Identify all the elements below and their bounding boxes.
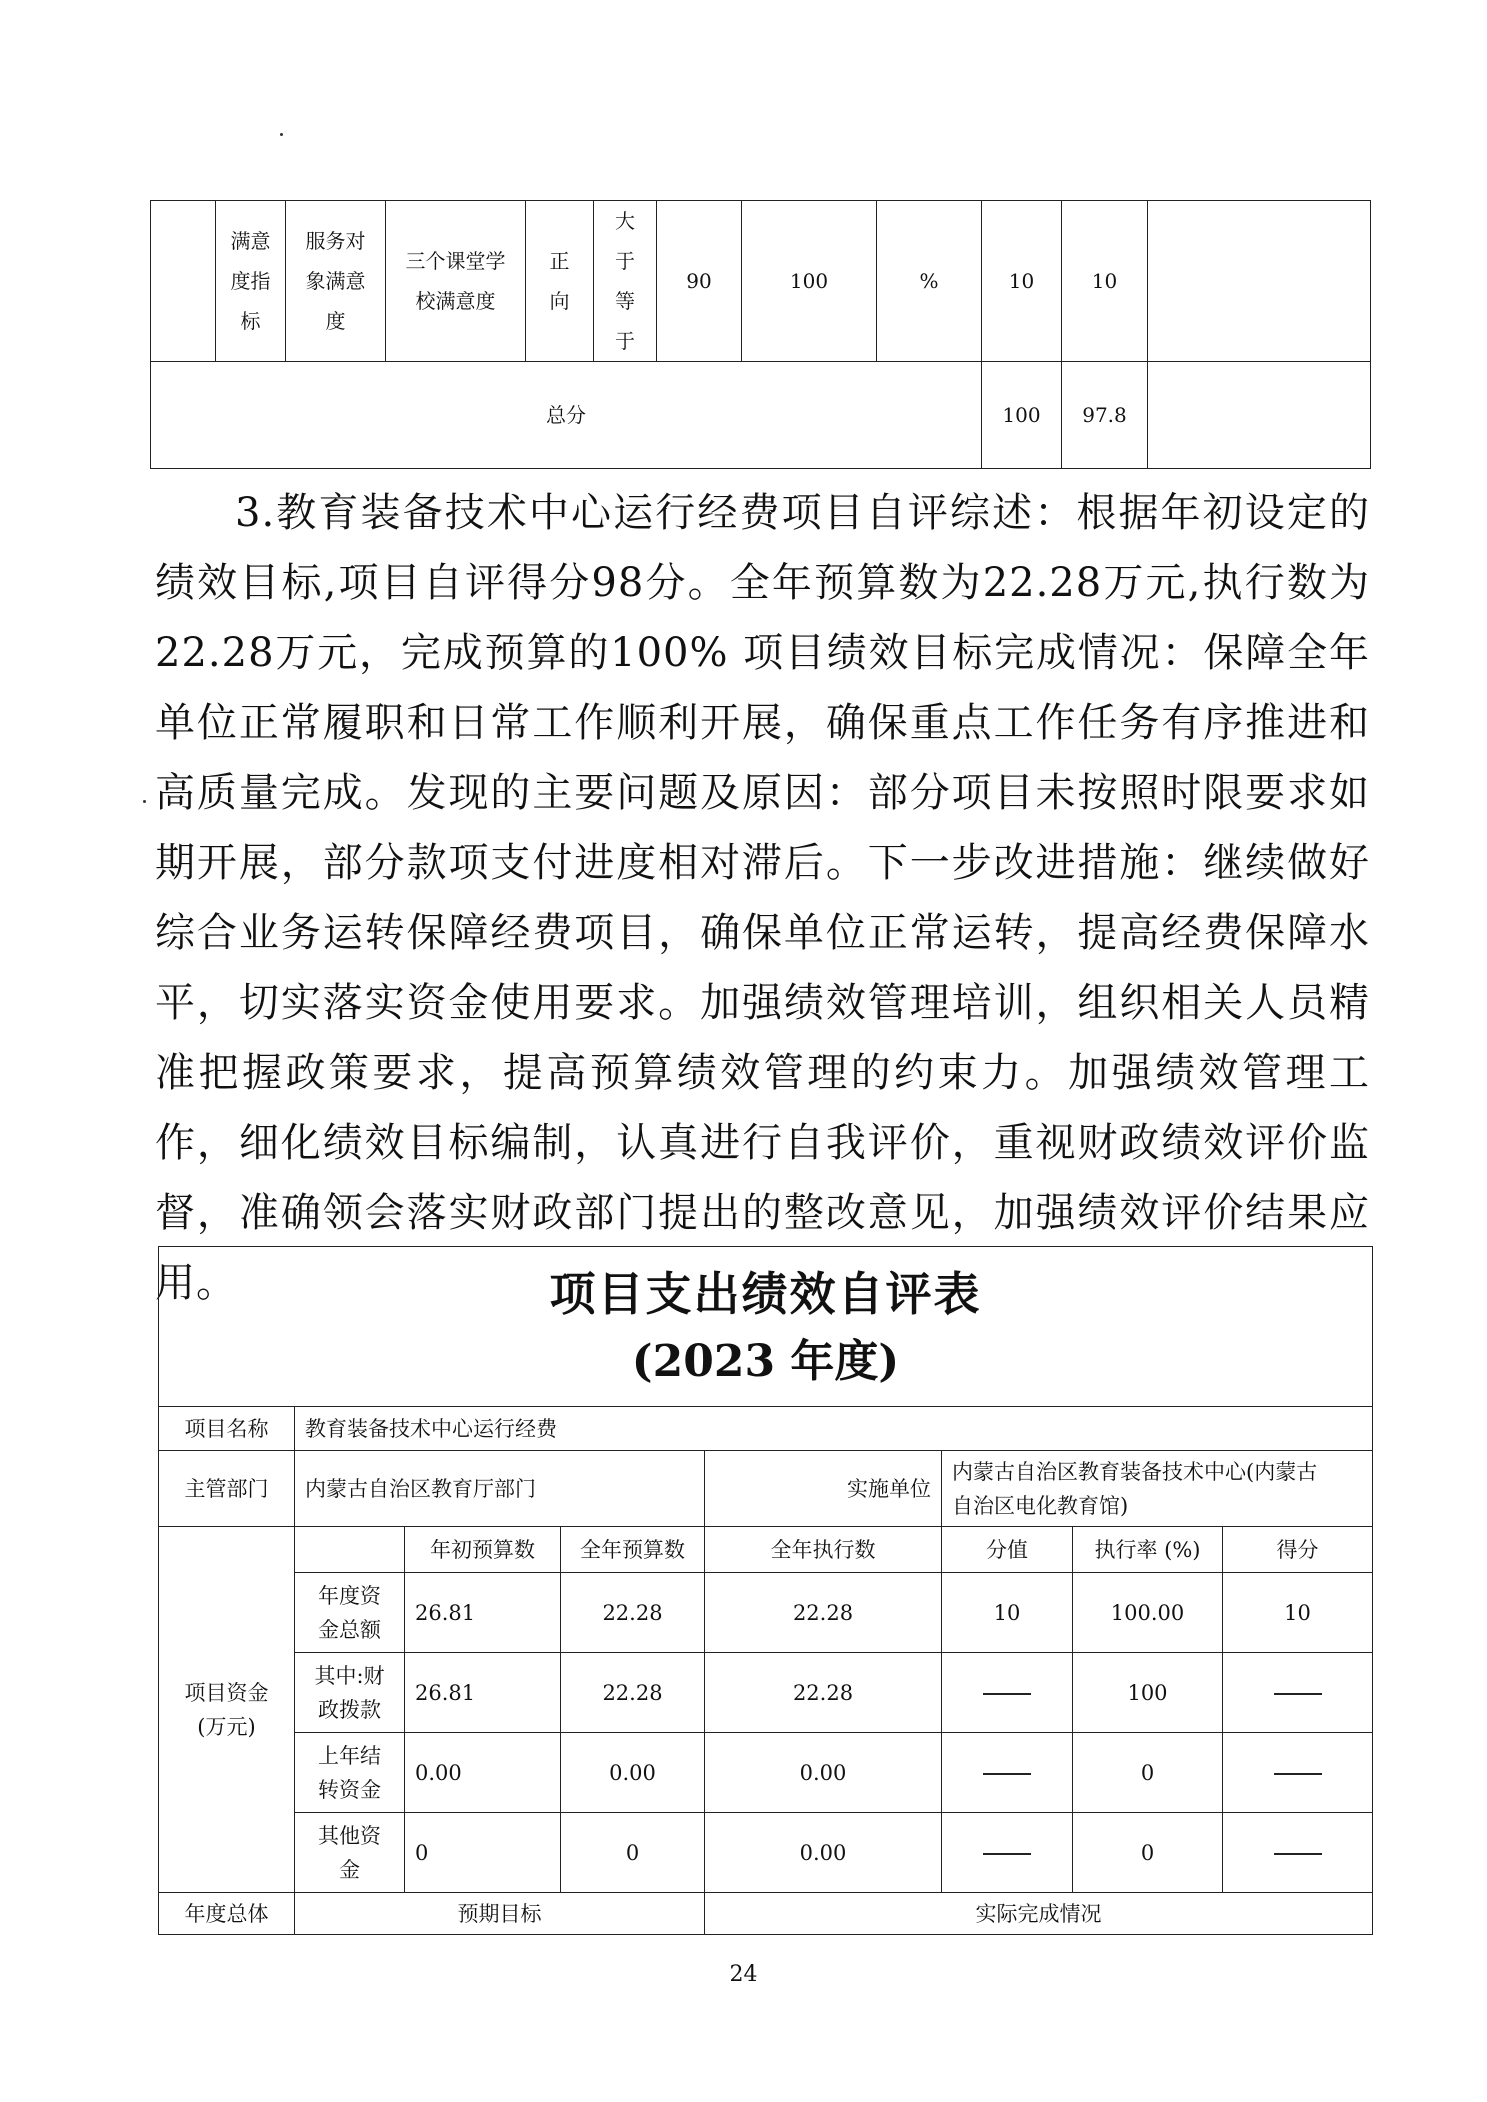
initial-budget-value: 0 [405, 1813, 561, 1893]
performance-evaluation-form [158, 1246, 1373, 1935]
funds-row-fiscal [159, 1653, 1373, 1733]
weight-value: 10 [942, 1573, 1073, 1653]
weight-cell: 10 [982, 201, 1062, 362]
dash-mark [1274, 1853, 1322, 1855]
header-weight: 分值 [942, 1527, 1073, 1573]
annual-budget-value: 22.28 [561, 1653, 705, 1733]
dash-mark [983, 1853, 1031, 1855]
executed-value: 22.28 [705, 1653, 942, 1733]
score-dash [1223, 1733, 1373, 1813]
header-score: 得分 [1223, 1527, 1373, 1573]
header-initial-budget: 年初预算数 [405, 1527, 561, 1573]
dash-mark [983, 1773, 1031, 1775]
total-score: 97.8 [1062, 362, 1148, 469]
expected-goal-label: 预期目标 [295, 1893, 705, 1935]
sub-indicator-cell: 服务对 象满意 度 [286, 201, 386, 362]
funds-row-label: 上年结 转资金 [295, 1733, 405, 1813]
funds-label: 项目资金 (万元) [159, 1527, 295, 1893]
score-cell: 10 [1062, 201, 1148, 362]
indicator-row [151, 201, 1371, 362]
total-weight: 100 [982, 362, 1062, 469]
page-number: 24 [729, 1962, 758, 1987]
funds-row-total [159, 1573, 1373, 1653]
department-label: 主管部门 [159, 1451, 295, 1527]
score-value: 10 [1223, 1573, 1373, 1653]
department-row [159, 1451, 1373, 1527]
annual-budget-value: 0 [561, 1813, 705, 1893]
implementer-label: 实施单位 [705, 1451, 942, 1527]
funds-row-carryover [159, 1733, 1373, 1813]
funds-row-label: 年度资 金总额 [295, 1573, 405, 1653]
scan-speck [280, 133, 283, 136]
project-name-row [159, 1407, 1373, 1451]
funds-header-row [159, 1527, 1373, 1573]
overall-goal-row [159, 1893, 1373, 1935]
executed-value: 0.00 [705, 1813, 942, 1893]
project-name-value: 教育装备技术中心运行经费 [295, 1407, 1373, 1451]
form-title-cell [159, 1247, 1373, 1407]
funds-row-other [159, 1813, 1373, 1893]
indicator-table [150, 200, 1371, 469]
weight-dash [942, 1653, 1073, 1733]
total-label: 总分 [151, 362, 982, 469]
target-value-cell: 90 [657, 201, 742, 362]
form-title-row [159, 1247, 1373, 1407]
dash-mark [1274, 1773, 1322, 1775]
weight-dash [942, 1733, 1073, 1813]
actual-value-cell: 100 [742, 201, 877, 362]
annual-budget-value: 22.28 [561, 1573, 705, 1653]
initial-budget-value: 0.00 [405, 1733, 561, 1813]
indicator-name-cell: 三个课堂学 校满意度 [386, 201, 526, 362]
actual-completion-label: 实际完成情况 [705, 1893, 1373, 1935]
execution-rate-value: 100.00 [1073, 1573, 1223, 1653]
execution-rate-value: 100 [1073, 1653, 1223, 1733]
direction-cell: 正 向 [526, 201, 594, 362]
overall-label: 年度总体 [159, 1893, 295, 1935]
scan-speck [143, 800, 146, 803]
dash-mark [1274, 1693, 1322, 1695]
execution-rate-value: 0 [1073, 1813, 1223, 1893]
header-execution-rate: 执行率 (%) [1073, 1527, 1223, 1573]
funds-header-blank [295, 1527, 405, 1573]
form-title: 项目支出绩效自评表 [549, 1266, 982, 1321]
score-dash [1223, 1653, 1373, 1733]
indicator-type-cell: 满意 度指 标 [216, 201, 286, 362]
form-subtitle: (2023 年度) [631, 1335, 900, 1387]
executed-value: 0.00 [705, 1733, 942, 1813]
department-value: 内蒙古自治区教育厅部门 [295, 1451, 705, 1527]
score-dash [1223, 1813, 1373, 1893]
unit-cell: % [877, 201, 982, 362]
total-row [151, 362, 1371, 469]
total-remark [1148, 362, 1371, 469]
annual-budget-value: 0.00 [561, 1733, 705, 1813]
funds-row-label: 其他资 金 [295, 1813, 405, 1893]
comparison-cell: 大 于 等 于 [594, 201, 657, 362]
summary-paragraph: 3.教育装备技术中心运行经费项目自评综述：根据年初设定的绩效目标,项目自评得分98分。全年预算数为22.28万元,执行数为22.28万元，完成预算的100% 项目绩效目标完成情况：保障全年单位正常履职和日常工作顺利开展，确保重点工作任务有序推进和高质量完成。发现的主要问题及原因：部分项目未按照时限要求如期开展，部分款项支付进度相对滞后。下一步改进措施：继续做好综合业务运转保障经费项目，确保单位正常运转，提高经费保障水平，切实落实资金使用要求。加强绩效管理培训，组织相关人员精准把握政策要求，提高预算绩效管理的约束力。加强绩效管理工作，细化绩效目标编制，认真进行自我评价，重视财政绩效评价监督，准确领会落实财政部门提出的整改意见，加强绩效评价结果应用。 [155, 490, 1370, 1306]
execution-rate-value: 0 [1073, 1733, 1223, 1813]
initial-budget-value: 26.81 [405, 1573, 561, 1653]
weight-dash [942, 1813, 1073, 1893]
funds-row-label: 其中:财 政拨款 [295, 1653, 405, 1733]
remark-cell [1148, 201, 1371, 362]
blank-cell [151, 201, 216, 362]
executed-value: 22.28 [705, 1573, 942, 1653]
implementer-value: 内蒙古自治区教育装备技术中心(内蒙古 自治区电化教育馆) [942, 1451, 1373, 1527]
project-name-label: 项目名称 [159, 1407, 295, 1451]
dash-mark [983, 1693, 1031, 1695]
header-annual-budget: 全年预算数 [561, 1527, 705, 1573]
initial-budget-value: 26.81 [405, 1653, 561, 1733]
header-executed: 全年执行数 [705, 1527, 942, 1573]
